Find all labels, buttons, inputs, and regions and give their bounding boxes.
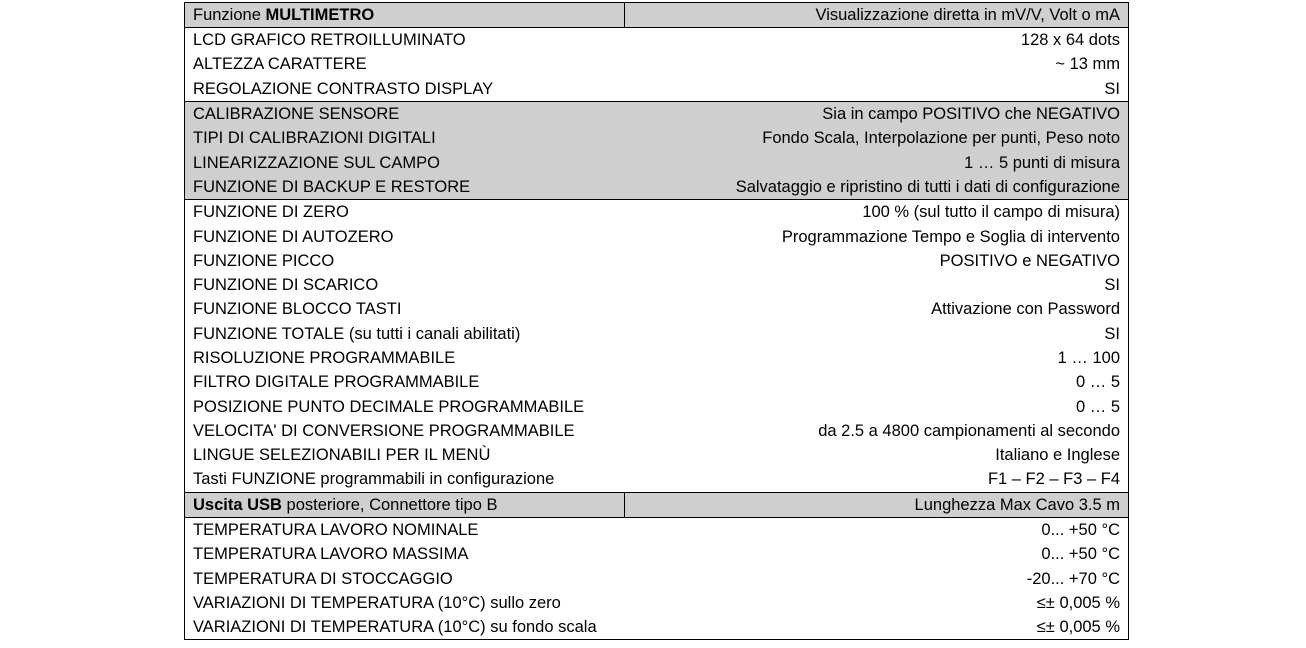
row-label: VELOCITA' DI CONVERSIONE PROGRAMMABILE bbox=[185, 419, 625, 443]
row-label: FUNZIONE BLOCCO TASTI bbox=[185, 297, 625, 321]
row-value: 0... +50 °C bbox=[625, 517, 1129, 542]
row-value: -20... +70 °C bbox=[625, 567, 1129, 591]
usb-group bbox=[185, 492, 1129, 517]
row-value: 0 … 5 bbox=[625, 394, 1129, 418]
row-label: FUNZIONE DI AUTOZERO bbox=[185, 224, 625, 248]
table-row bbox=[185, 322, 1129, 346]
table-row bbox=[185, 200, 1129, 225]
row-label: TIPI DI CALIBRAZIONI DIGITALI bbox=[185, 126, 625, 150]
table-row bbox=[185, 28, 1129, 53]
table-row bbox=[185, 346, 1129, 370]
usb-label: Uscita USB posteriore, Connettore tipo B bbox=[185, 492, 625, 517]
row-label: FUNZIONE DI BACKUP E RESTORE bbox=[185, 175, 625, 200]
row-value: 128 x 64 dots bbox=[625, 28, 1129, 53]
table-row bbox=[185, 126, 1129, 150]
row-label: LINGUE SELEZIONABILI PER IL MENÙ bbox=[185, 443, 625, 467]
table-row bbox=[185, 273, 1129, 297]
header-title: MULTIMETRO bbox=[265, 6, 375, 24]
usb-title: Uscita USB bbox=[193, 495, 282, 514]
row-label: RISOLUZIONE PROGRAMMABILE bbox=[185, 346, 625, 370]
row-value: ≤± 0,005 % bbox=[625, 615, 1129, 640]
row-value: SI bbox=[625, 77, 1129, 102]
table-row bbox=[185, 394, 1129, 418]
table-row bbox=[185, 517, 1129, 542]
row-value: Italiano e Inglese bbox=[625, 443, 1129, 467]
temperature-group bbox=[185, 517, 1129, 639]
row-value: POSITIVO e NEGATIVO bbox=[625, 249, 1129, 273]
table-row bbox=[185, 297, 1129, 321]
row-value: SI bbox=[625, 322, 1129, 346]
row-value: 0 … 5 bbox=[625, 370, 1129, 394]
calibration-group bbox=[185, 101, 1129, 199]
table-row bbox=[185, 249, 1129, 273]
table-row bbox=[185, 591, 1129, 615]
row-label: ALTEZZA CARATTERE bbox=[185, 52, 625, 76]
row-label: FILTRO DIGITALE PROGRAMMABILE bbox=[185, 370, 625, 394]
display-group bbox=[185, 28, 1129, 102]
row-label: LCD GRAFICO RETROILLUMINATO bbox=[185, 28, 625, 53]
table-row bbox=[185, 224, 1129, 248]
row-value: Salvataggio e ripristino di tutti i dati di configurazione bbox=[625, 175, 1129, 200]
row-value: Sia in campo POSITIVO che NEGATIVO bbox=[625, 101, 1129, 126]
row-label: Tasti FUNZIONE programmabili in configurazione bbox=[185, 467, 625, 492]
row-value: 1 … 5 punti di misura bbox=[625, 150, 1129, 174]
row-label: FUNZIONE DI SCARICO bbox=[185, 273, 625, 297]
header-group bbox=[185, 3, 1129, 28]
table-row bbox=[185, 467, 1129, 492]
row-label: TEMPERATURA LAVORO NOMINALE bbox=[185, 517, 625, 542]
table-row bbox=[185, 175, 1129, 200]
row-label: TEMPERATURA LAVORO MASSIMA bbox=[185, 542, 625, 566]
row-label: FUNZIONE PICCO bbox=[185, 249, 625, 273]
row-value: Programmazione Tempo e Soglia di intervento bbox=[625, 224, 1129, 248]
table-row bbox=[185, 567, 1129, 591]
row-label: LINEARIZZAZIONE SUL CAMPO bbox=[185, 150, 625, 174]
row-value: ~ 13 mm bbox=[625, 52, 1129, 76]
header-label: Funzione MULTIMETRO bbox=[185, 3, 625, 28]
row-label: CALIBRAZIONE SENSORE bbox=[185, 101, 625, 126]
table-row bbox=[185, 77, 1129, 102]
spec-table bbox=[184, 2, 1129, 640]
row-label: FUNZIONE DI ZERO bbox=[185, 200, 625, 225]
usb-value: Lunghezza Max Cavo 3.5 m bbox=[625, 492, 1129, 517]
row-label: VARIAZIONI DI TEMPERATURA (10°C) sullo zero bbox=[185, 591, 625, 615]
row-label: VARIAZIONI DI TEMPERATURA (10°C) su fondo scala bbox=[185, 615, 625, 640]
row-value: 100 % (sul tutto il campo di misura) bbox=[625, 200, 1129, 225]
row-value: SI bbox=[625, 273, 1129, 297]
function-group bbox=[185, 200, 1129, 493]
table-row bbox=[185, 150, 1129, 174]
table-row bbox=[185, 101, 1129, 126]
row-value: Attivazione con Password bbox=[625, 297, 1129, 321]
table-row bbox=[185, 443, 1129, 467]
header-row bbox=[185, 3, 1129, 28]
table-row bbox=[185, 370, 1129, 394]
table-row bbox=[185, 52, 1129, 76]
row-value: Fondo Scala, Interpolazione per punti, Peso noto bbox=[625, 126, 1129, 150]
row-value: 0... +50 °C bbox=[625, 542, 1129, 566]
row-value: 1 … 100 bbox=[625, 346, 1129, 370]
table-row bbox=[185, 419, 1129, 443]
row-label: POSIZIONE PUNTO DECIMALE PROGRAMMABILE bbox=[185, 394, 625, 418]
row-value: ≤± 0,005 % bbox=[625, 591, 1129, 615]
table-row bbox=[185, 615, 1129, 640]
row-value: F1 – F2 – F3 – F4 bbox=[625, 467, 1129, 492]
table-row bbox=[185, 542, 1129, 566]
row-label: REGOLAZIONE CONTRASTO DISPLAY bbox=[185, 77, 625, 102]
usb-row bbox=[185, 492, 1129, 517]
row-label: TEMPERATURA DI STOCCAGGIO bbox=[185, 567, 625, 591]
header-value: Visualizzazione diretta in mV/V, Volt o mA bbox=[625, 3, 1129, 28]
row-label: FUNZIONE TOTALE (su tutti i canali abilitati) bbox=[185, 322, 625, 346]
row-value: da 2.5 a 4800 campionamenti al secondo bbox=[625, 419, 1129, 443]
